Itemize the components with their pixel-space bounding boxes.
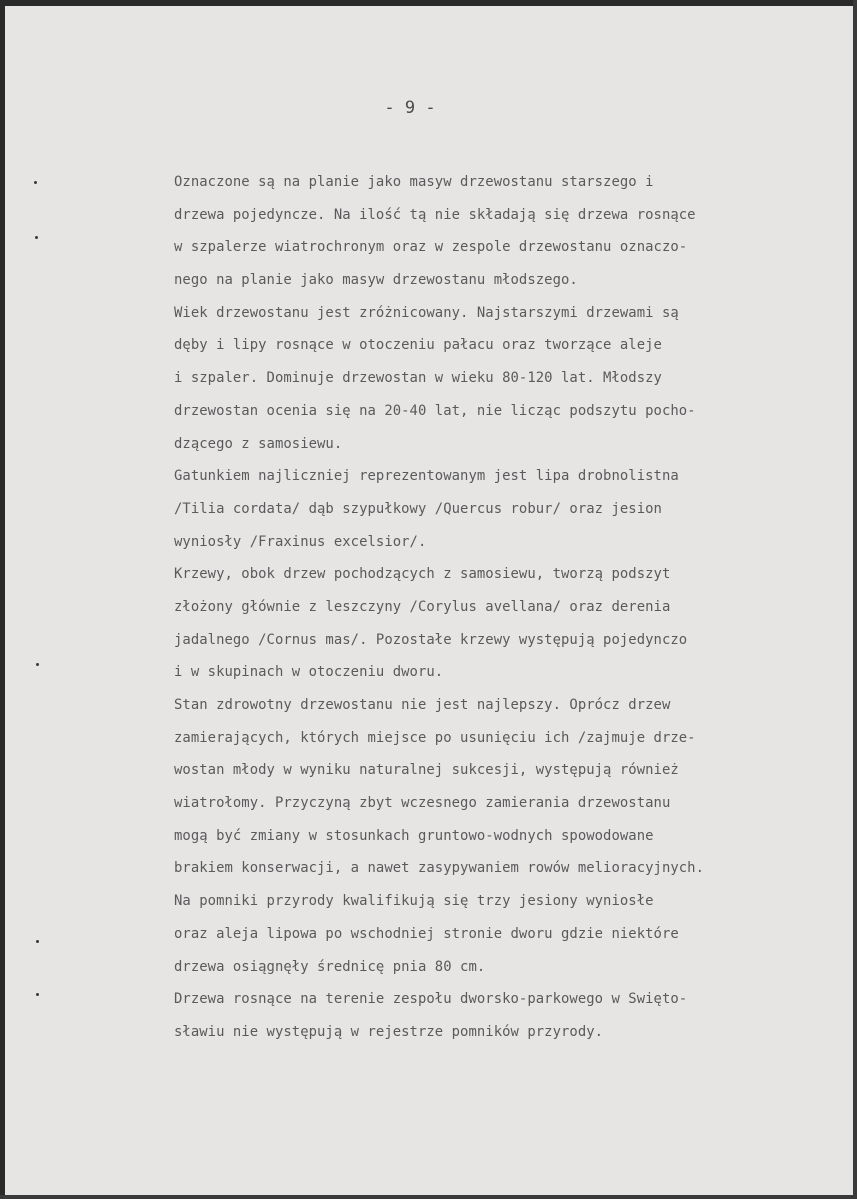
text-line: oraz aleja lipowa po wschodniej stronie dworu gdzie niektóre (174, 925, 679, 942)
text-line: w szpalerze wiatrochronym oraz w zespole drzewostanu oznaczo- (174, 239, 688, 256)
margin-mark (35, 236, 38, 239)
text-line: Gatunkiem najliczniej reprezentowanym jest lipa drobnolistna (174, 468, 679, 485)
text-line: sławiu nie występują w rejestrze pomników przyrody. (174, 1023, 604, 1040)
scan-edge-left (0, 0, 5, 1199)
page-number: - 9 - (384, 98, 436, 118)
text-line: złożony głównie z leszczyny /Corylus avellana/ oraz derenia (174, 598, 671, 615)
scan-edge-top (0, 0, 857, 6)
body-text (174, 166, 844, 1049)
scan-edge-bottom (0, 1195, 857, 1199)
text-line: Krzewy, obok drzew pochodzących z samosiewu, tworzą podszyt (174, 566, 671, 583)
margin-mark (34, 181, 37, 184)
text-line: /Tilia cordata/ dąb szypułkowy /Quercus robur/ oraz jesion (174, 500, 662, 517)
margin-mark (36, 663, 39, 666)
text-line: Drzewa rosnące na terenie zespołu dworsko-parkowego w Swięto- (174, 991, 688, 1008)
text-line: wostan młody w wyniku naturalnej sukcesji, występują również (174, 762, 679, 779)
text-line: Stan zdrowotny drzewostanu nie jest najlepszy. Oprócz drzew (174, 697, 671, 713)
text-line: Wiek drzewostanu jest zróżnicowany. Najstarszymi drzewami są (174, 304, 679, 321)
text-line: dzącego z samosiewu. (174, 435, 343, 452)
text-line: drzewa osiągnęły średnicę pnia 80 cm. (174, 958, 486, 975)
scan-edge-right (853, 0, 857, 1199)
text-line: drzewa pojedyncze. Na ilość tą nie składają się drzewa rosnące (174, 206, 696, 223)
text-line: wiatrołomy. Przyczyną zbyt wczesnego zamierania drzewostanu (174, 795, 671, 812)
text-line: Oznaczone są na planie jako masyw drzewostanu starszego i (174, 174, 654, 190)
text-line: zamierających, których miejsce po usunięciu ich /zajmuje drze- (174, 729, 696, 746)
text-line: wyniosły /Fraxinus excelsior/. (174, 533, 427, 550)
margin-mark (36, 993, 39, 996)
text-line: nego na planie jako masyw drzewostanu młodszego. (174, 272, 578, 289)
text-line: dęby i lipy rosnące w otoczeniu pałacu oraz tworzące aleje (174, 337, 662, 354)
margin-mark (36, 940, 39, 943)
text-line: jadalnego /Cornus mas/. Pozostałe krzewy występują pojedynczo (174, 631, 688, 648)
text-line: i w skupinach w otoczeniu dworu. (174, 664, 444, 681)
text-line: Na pomniki przyrody kwalifikują się trzy jesiony wyniosłe (174, 893, 654, 910)
text-line: brakiem konserwacji, a nawet zasypywaniem rowów melioracyjnych. (174, 860, 705, 877)
text-line: drzewostan ocenia się na 20-40 lat, nie licząc podszytu pocho- (174, 402, 696, 419)
text-line: i szpaler. Dominuje drzewostan w wieku 80-120 lat. Młodszy (174, 370, 662, 387)
text-line: mogą być zmiany w stosunkach gruntowo-wodnych spowodowane (174, 827, 654, 844)
